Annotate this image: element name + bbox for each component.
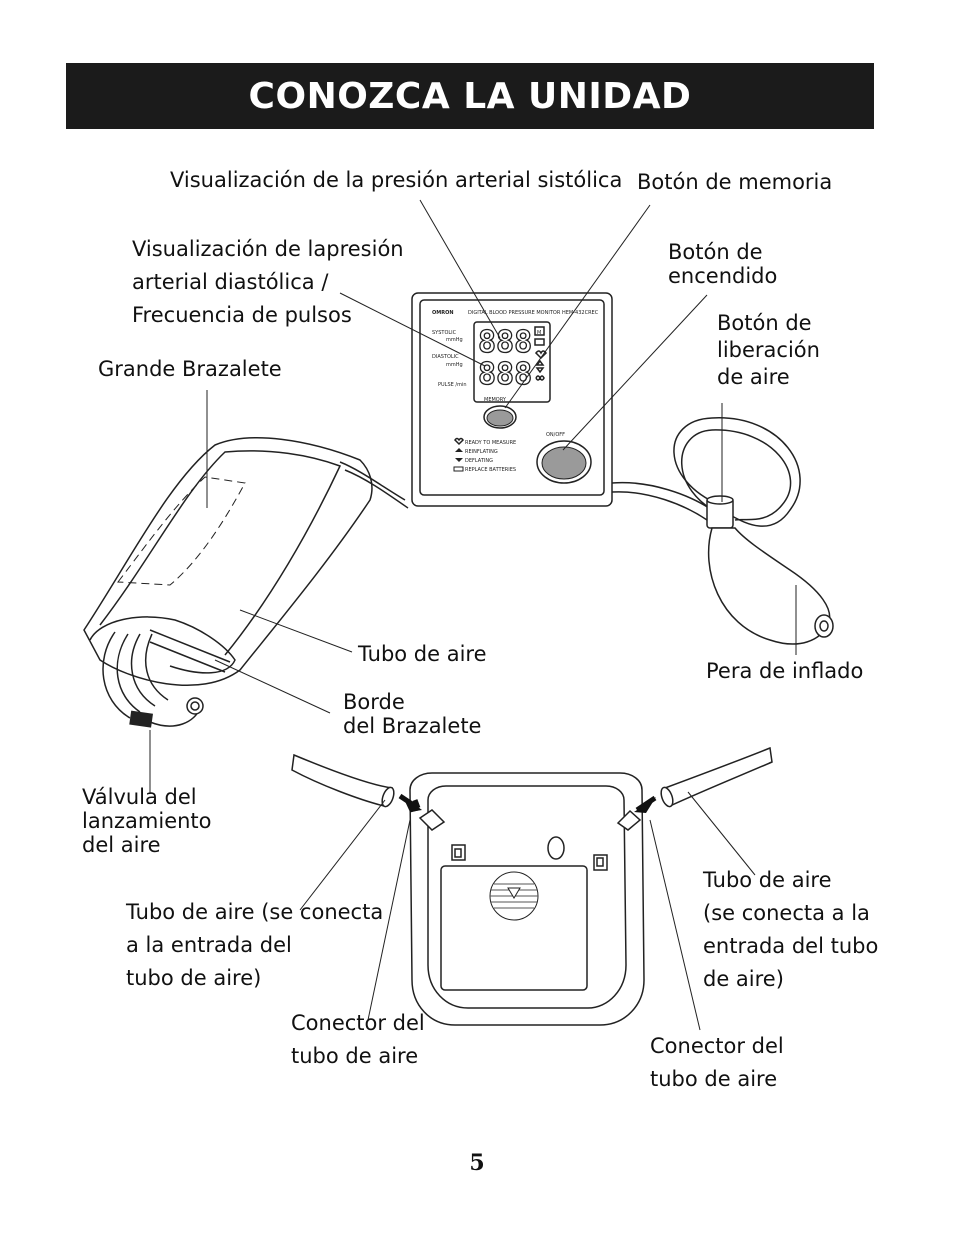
legend-item: READY TO MEASURE: [465, 440, 517, 446]
page-title: CONOZCA LA UNIDAD: [248, 75, 692, 117]
model-title-text: DIGITAL BLOOD PRESSURE MONITOR: [468, 310, 561, 316]
diastolic-label-text: DIASTOLIC: [432, 354, 459, 360]
label-connector-left: Conector del tubo de aire: [291, 1011, 425, 1068]
label-air-tube: Tubo de aire: [358, 642, 487, 666]
diastolic-unit-text: mmHg: [446, 362, 463, 368]
onoff-key-label: ON/OFF: [546, 432, 566, 438]
legend-item: REPLACE BATTERIES: [465, 467, 517, 473]
lcd-systolic-digits: 888: [478, 325, 533, 360]
label-air-tube-right: Tubo de aire (se conecta a la entrada del tubo de aire): [703, 868, 879, 991]
label-power-button: Botón de encendido: [668, 240, 778, 288]
cuff: [84, 438, 408, 728]
monitor-rear: [410, 773, 644, 1025]
model-code-text: HEM-432CREC: [562, 310, 599, 316]
label-diastolic-display: Visualización de lapresión arterial diastólica / Frecuencia de pulsos: [132, 237, 404, 327]
monitor-front: [412, 293, 612, 506]
systolic-label-text: SYSTOLIC: [432, 330, 457, 336]
label-air-tube-left: Tubo de aire (se conecta a la entrada del tubo de aire): [126, 900, 384, 990]
label-systolic-display: Visualización de la presión arterial sistólica: [170, 168, 623, 192]
systolic-unit-text: mmHg: [446, 337, 463, 343]
brand-text: OMRON: [432, 310, 454, 316]
memory-key-label: MEMORY: [484, 397, 506, 403]
lcd-diastolic-digits: 888: [478, 357, 533, 392]
memory-indicator-text: M: [537, 330, 542, 336]
label-large-cuff: Grande Brazalete: [98, 357, 282, 381]
legend-item: DEFLATING: [465, 458, 493, 464]
label-cuff-edge: Borde del Brazalete: [343, 690, 482, 738]
inflation-bulb: [674, 418, 833, 644]
page-number: 5: [469, 1150, 485, 1176]
pulse-label-text: PULSE /min: [438, 382, 467, 388]
label-memory-button: Botón de memoria: [637, 170, 833, 194]
label-inflation-bulb: Pera de inflado: [706, 659, 864, 683]
label-connector-right: Conector del tubo de aire: [650, 1034, 784, 1091]
label-air-release-button: Botón de liberación de aire: [717, 311, 820, 389]
label-air-release-valve: Válvula del lanzamiento del aire: [82, 785, 212, 857]
legend-item: REINFLATING: [465, 449, 498, 455]
